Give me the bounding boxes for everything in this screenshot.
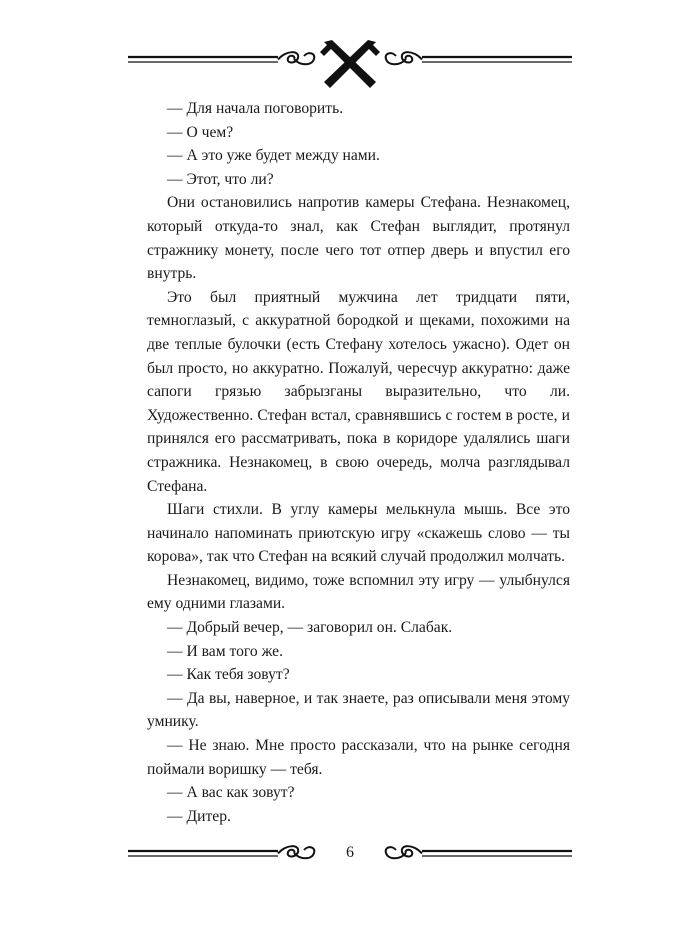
paragraph-13: — Не знаю. Мне просто рассказали, что на рынке сегодня поймали воришку — тебя. <box>147 737 570 778</box>
crossed-swords-icon <box>318 38 382 90</box>
paragraph-10: — И вам того же. <box>167 642 283 660</box>
paragraph-11: — Как тебя зовут? <box>167 666 290 684</box>
text-body <box>147 97 570 828</box>
paragraph-8: Незнакомец, видимо, тоже вспомнил эту игру — улыбнулся ему одними глазами. <box>147 571 570 613</box>
paragraph-7: Шаги стихли. В углу камеры мелькнула мышь. Все это начинало напоминать приютскую игру «скажешь слово — ты корова», так что Стефан на всякий случай продолжил молчать. <box>147 501 570 566</box>
paragraph-3: — А это уже будет между нами. <box>167 147 380 165</box>
paragraph-2: — О чем? <box>167 123 234 141</box>
page-number: 6 <box>346 844 354 861</box>
paragraph-9: — Добрый вечер, — заговорил он. Слабак. <box>167 619 453 637</box>
paragraph-6: Это был приятный мужчина лет тридцати пяти, темноглазый, с аккуратной бородкой и щеками, похожими на две теплые булочки (есть Стефану хотелось ужасно). Одет он был просто, но аккуратно. Пожалуй, чересчур аккуратно: даже сапоги грязью забрызганы выразительно, что ли. Художественно. Стефан встал, сравнявшись с гостем в росте, и принялся его рассматривать, пока в коридоре удалялись шаги стражника. Незнакомец, в свою очередь, молча разглядывал Стефана. <box>147 288 570 495</box>
ornament-bottom-left <box>128 842 320 866</box>
ornament-top-left <box>128 48 320 72</box>
paragraph-4: — Этот, что ли? <box>167 170 274 188</box>
paragraph-12: — Да вы, наверное, и так знаете, раз описывали меня этому умнику. <box>147 689 570 731</box>
paragraph-14: — А вас как зовут? <box>167 784 295 802</box>
paragraph-15: — Дитер. <box>167 807 231 825</box>
ornament-bottom-right <box>380 842 572 866</box>
paragraph-1: — Для начала поговорить. <box>167 100 344 117</box>
ornament-top-right <box>380 48 572 72</box>
paragraph-5: Они остановились напротив камеры Стефана. Незнакомец, который откуда-то знал, как Стефан выглядит, протянул стражнику монету, после чего тот отпер дверь и впустил его внутрь. <box>147 194 570 283</box>
